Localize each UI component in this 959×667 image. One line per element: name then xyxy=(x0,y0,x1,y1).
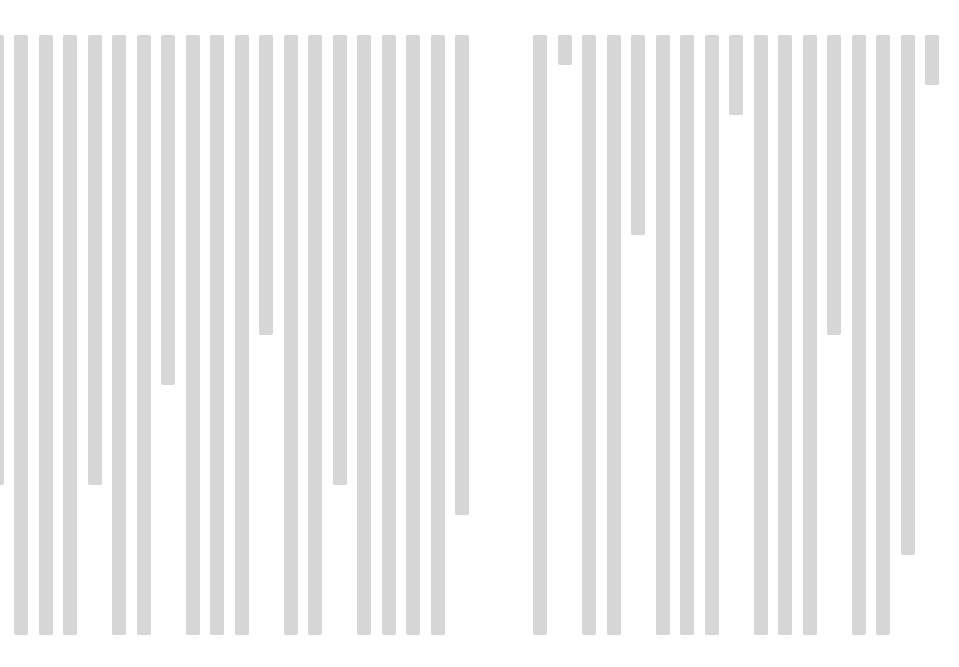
text-column-redacted xyxy=(88,35,102,485)
text-column-redacted xyxy=(284,35,298,635)
text-column-redacted xyxy=(631,35,645,235)
text-column-redacted xyxy=(161,35,175,385)
text-column-redacted xyxy=(308,35,322,635)
text-column-redacted xyxy=(137,35,151,635)
text-column-redacted xyxy=(357,35,371,635)
text-column-redacted xyxy=(656,35,670,635)
text-column-redacted xyxy=(582,35,596,635)
text-column-redacted xyxy=(112,35,126,635)
text-column-redacted xyxy=(39,35,53,635)
text-column-redacted xyxy=(876,35,890,635)
text-column-redacted xyxy=(186,35,200,635)
text-column-redacted xyxy=(235,35,249,635)
text-column-redacted xyxy=(382,35,396,635)
text-column-redacted xyxy=(827,35,841,335)
text-column-redacted xyxy=(210,35,224,635)
text-column-redacted xyxy=(925,35,939,85)
text-column-redacted xyxy=(901,35,915,555)
text-column-redacted xyxy=(333,35,347,485)
text-column-redacted xyxy=(406,35,420,635)
text-column-redacted xyxy=(754,35,768,635)
right-page xyxy=(480,0,959,667)
text-column-redacted xyxy=(705,35,719,635)
text-column-redacted xyxy=(14,35,28,635)
text-column-redacted xyxy=(607,35,621,635)
text-column-redacted xyxy=(455,35,469,515)
text-column-redacted xyxy=(729,35,743,115)
text-column-redacted xyxy=(680,35,694,635)
text-column-redacted xyxy=(0,35,4,485)
text-column-redacted xyxy=(259,35,273,335)
text-column-redacted xyxy=(778,35,792,635)
text-column-redacted xyxy=(803,35,817,635)
text-column-redacted xyxy=(431,35,445,635)
text-column-redacted xyxy=(558,35,572,65)
text-column-redacted xyxy=(852,35,866,635)
text-column-redacted xyxy=(63,35,77,635)
text-column-redacted xyxy=(533,35,547,635)
